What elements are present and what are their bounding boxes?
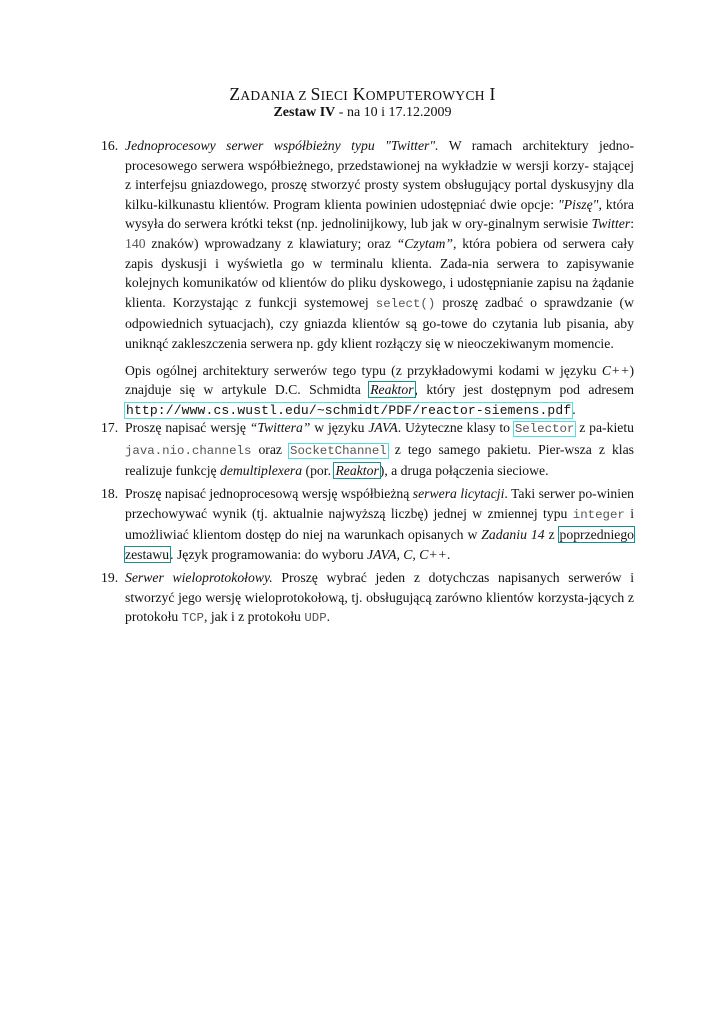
- task-number: 16.: [101, 138, 119, 153]
- previous-set-link[interactable]: poprzedniego zestawu: [125, 527, 635, 562]
- socketchannel-class-link[interactable]: SocketChannel: [290, 443, 387, 458]
- reaktor-link[interactable]: Reaktor: [370, 382, 414, 398]
- reactor-url-link[interactable]: http://www.cs.wustl.edu/~schmidt/PDF/reactor-siemens.pdf: [126, 402, 572, 418]
- reaktor-link-2[interactable]: Reaktor: [335, 463, 379, 479]
- task-paragraph: Proszę napisać jednoprocesową wersję współbieżną serwera licytacji. Taki serwer po-winien przechowywać wynik (tj. aktualnie najwyższą liczbę) jednej w zmiennej typu integer i umożliwiać klientom dostęp do niej na warunkach opisanych w Zadaniu 14 z poprzedniego zestawu. Język programowania: do wyboru JAVA, C, C++.: [125, 486, 635, 562]
- task-number: 17.: [101, 420, 119, 435]
- task-paragraph: Proszę napisać wersję “Twittera” w języku JAVA. Użyteczne klasy to Selector z pa-kietu java.nio.channels oraz SocketChannel z tego samego pakietu. Pier-wsza z klas realizuje funkcję demultiplexera (por. Reaktor), a druga połączenia sieciowe.: [125, 420, 634, 479]
- task-16: [101, 136, 635, 420]
- task-paragraph: Serwer wieloprotokołowy. Proszę wybrać jeden z dotychczas napisanych serwerów i stworzyć jego wersję wieloprotokołową, tj. obsługującą zarówno klientów korzysta-jących z protokołu TCP, jak i z protokołu UDP.: [125, 570, 635, 626]
- selector-class-link[interactable]: Selector: [514, 422, 575, 436]
- page-subtitle: Zestaw IV - na 10 i 17.12.2009: [273, 105, 452, 120]
- task-19: [101, 568, 635, 629]
- page-title: ZADANIA Z SIECI KOMPUTEROWYCH I: [229, 84, 496, 104]
- set-label: Zestaw IV: [273, 105, 336, 120]
- task-18: [101, 484, 635, 564]
- task-number: 18.: [101, 486, 119, 501]
- task-paragraph: Jednoprocesowy serwer współbieżny typu "Twitter". W ramach architektury jedno- procesowego serwera współbieżnego, przedstawionej na wykładzie w wersji korzy- stającej z interfejsu gniazdowego, proszę stworzyć prosty system obsługujący portal dyskusyjny dla kilku-kilkunastu klientów. Program klienta powinien udostępniać dwie opcje: "Piszę", która wysyła do serwera krótki tekst (np. jednolinijkowy, lub jak w ory-ginalnym serwisie Twitter: 140 znaków) wprowadzany z klawiatury; oraz “Czytam”, która pobiera od serwera cały zapis dyskusji i wyświetla go w terminalu klienta. Zada-nia serwera to zapisywanie kolejnych komunikatów od klientów do pliku dyskowego, i udostępnianie zapisu na żądanie klienta. Korzystając z funkcji systemowej select() proszę zadbać o sprawdzanie (w odpowiednich sytuacjach), czy gniazda klientów są go-towe do czytania lub pisania, aby uniknąć zakleszczenia serwera np. gdy klient rozłączy się w nieoczekiwanym momencie.: [125, 138, 635, 351]
- task-number: 19.: [101, 570, 119, 585]
- task-paragraph: Opis ogólnej architektury serwerów tego typu (z przykładowymi kodami w języku C++) znajduje się w artykule D.C. Schmidta Reaktor, który jest dostępnym pod adresem http://www.cs.wustl.edu/~schmidt/PDF/reactor-siemens.pdf.: [125, 362, 634, 418]
- task-17: [101, 418, 634, 481]
